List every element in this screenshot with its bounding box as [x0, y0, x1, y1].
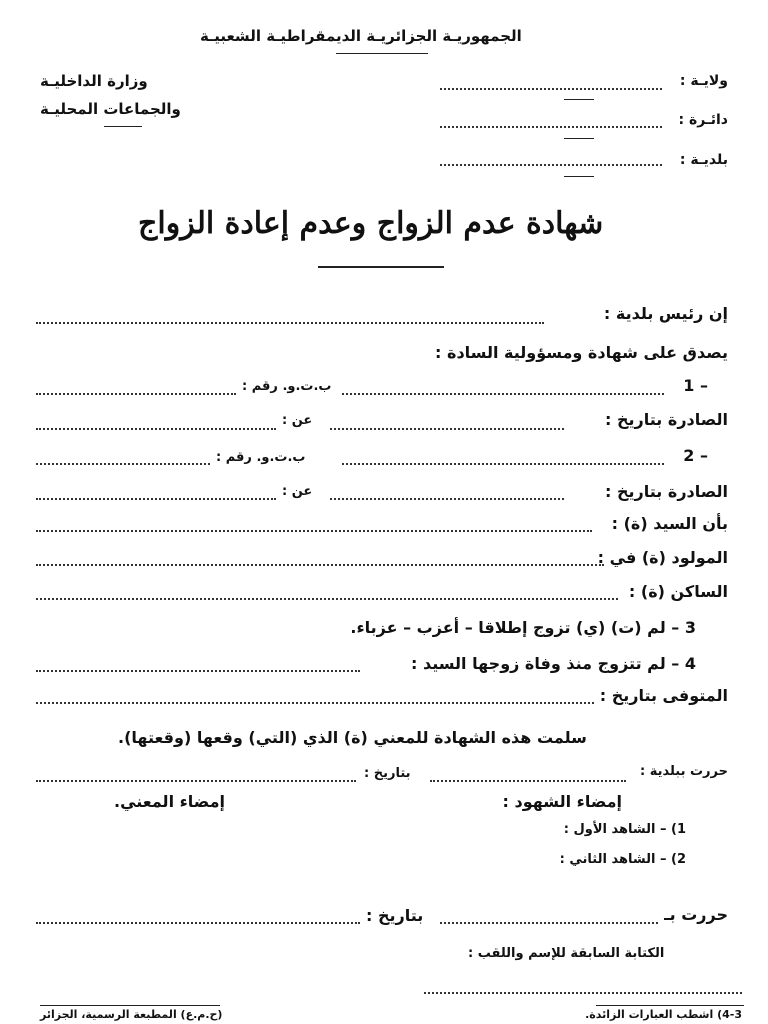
- mr-field[interactable]: [36, 530, 592, 532]
- born-field[interactable]: [36, 564, 604, 566]
- ministry-line-1: وزارة الداخليـة: [40, 72, 148, 90]
- page-title: شهادة عدم الزواج وعدم إعادة الزواج: [138, 206, 604, 241]
- footer-rule-left: [40, 1005, 220, 1006]
- header-underline: [336, 53, 428, 54]
- witness1-id-label: ب.ت.و. رقم :: [242, 379, 332, 394]
- daira-divider: [564, 138, 594, 139]
- wilaya-divider: [564, 99, 594, 100]
- footer-form-code: 4-3) اشطب العبارات الزائدة.: [585, 1008, 742, 1021]
- person-signature-label: إمضاء المعني.: [114, 792, 225, 811]
- resident-label: الساكن (ة) :: [628, 582, 728, 601]
- certify-text: يصدق على شهادة ومسؤولية السادة :: [435, 343, 728, 362]
- president-field[interactable]: [36, 322, 544, 324]
- baladia-field[interactable]: [440, 164, 662, 166]
- witness1-name-field[interactable]: [342, 393, 664, 395]
- deceased-date-field[interactable]: [36, 702, 594, 704]
- mr-label: بأن السيد (ة) :: [611, 514, 728, 533]
- witness1-id-field[interactable]: [36, 393, 236, 395]
- issued-at-label: حررت ببلدية :: [639, 764, 728, 779]
- issued-at-field[interactable]: [430, 780, 626, 782]
- witness2-signature: 2) – الشاهد الثاني :: [559, 852, 686, 867]
- born-label: المولود (ة) في :: [597, 548, 728, 567]
- daira-label: دائـرة :: [678, 112, 728, 128]
- witness2-number: 2 –: [683, 446, 708, 465]
- issued-date-field-2[interactable]: [330, 498, 564, 500]
- baladia-divider: [564, 176, 594, 177]
- issued-date-field[interactable]: [36, 922, 360, 924]
- previous-writing-field[interactable]: [424, 992, 742, 994]
- footer-rule-right: [596, 1005, 744, 1006]
- president-label: إن رئيس بلدية :: [603, 304, 728, 323]
- issued-on-label: بتاريخ :: [364, 766, 411, 781]
- issued-from-label-2: عن :: [282, 484, 313, 499]
- issued-from-field-2[interactable]: [36, 498, 276, 500]
- ministry-line-2: والجماعات المحليـة: [40, 100, 181, 118]
- witnesses-signature-label: إمضاء الشهود :: [502, 792, 622, 811]
- wilaya-label: ولايـة :: [679, 73, 728, 89]
- baladia-label: بلديـة :: [679, 152, 728, 168]
- issued-from-field-1[interactable]: [36, 428, 276, 430]
- ministry-underline: [104, 126, 142, 127]
- widow-husband-field[interactable]: [36, 670, 360, 672]
- republic-header: الجمهوريـة الجزائريـة الديمقراطيـة الشعبيـة: [200, 27, 522, 45]
- footer-printer: (ح.م.ع) المطبعة الرسمية، الجزائر: [40, 1008, 223, 1021]
- daira-field[interactable]: [440, 126, 662, 128]
- option-widow: 4 – لم تتزوج منذ وفاة زوجها السيد :: [411, 654, 696, 673]
- issued-date-field-1[interactable]: [330, 428, 564, 430]
- previous-writing-label: الكتابة السابقة للإسم واللقب :: [468, 946, 665, 961]
- delivered-text: سلمت هذه الشهادة للمعني (ة) الذي (التي) وقعها (وقعتها).: [118, 728, 587, 747]
- witness1-signature: 1) – الشاهد الأول :: [563, 822, 686, 837]
- witness1-number: 1 –: [683, 376, 708, 395]
- issued-on-field[interactable]: [36, 780, 356, 782]
- title-underline: [318, 266, 444, 268]
- resident-field[interactable]: [36, 598, 618, 600]
- issued-by-field[interactable]: [440, 922, 658, 924]
- issued-from-label-1: عن :: [282, 413, 313, 428]
- witness2-id-label: ب.ت.و. رقم :: [216, 450, 306, 465]
- deceased-label: المتوفى بتاريخ :: [599, 686, 728, 705]
- issued-by-label: حررت بـ: [664, 905, 728, 924]
- issued-date-label-2: الصادرة بتاريخ :: [605, 482, 728, 501]
- issued-date-label: بتاريخ :: [366, 906, 424, 925]
- wilaya-field[interactable]: [440, 88, 662, 90]
- issued-date-label-1: الصادرة بتاريخ :: [605, 410, 728, 429]
- option-never-married: 3 – لم (ت) (ي) تزوج إطلاقا – أعزب – عزباء.: [350, 618, 696, 637]
- witness2-name-field[interactable]: [342, 463, 664, 465]
- witness2-id-field[interactable]: [36, 463, 210, 465]
